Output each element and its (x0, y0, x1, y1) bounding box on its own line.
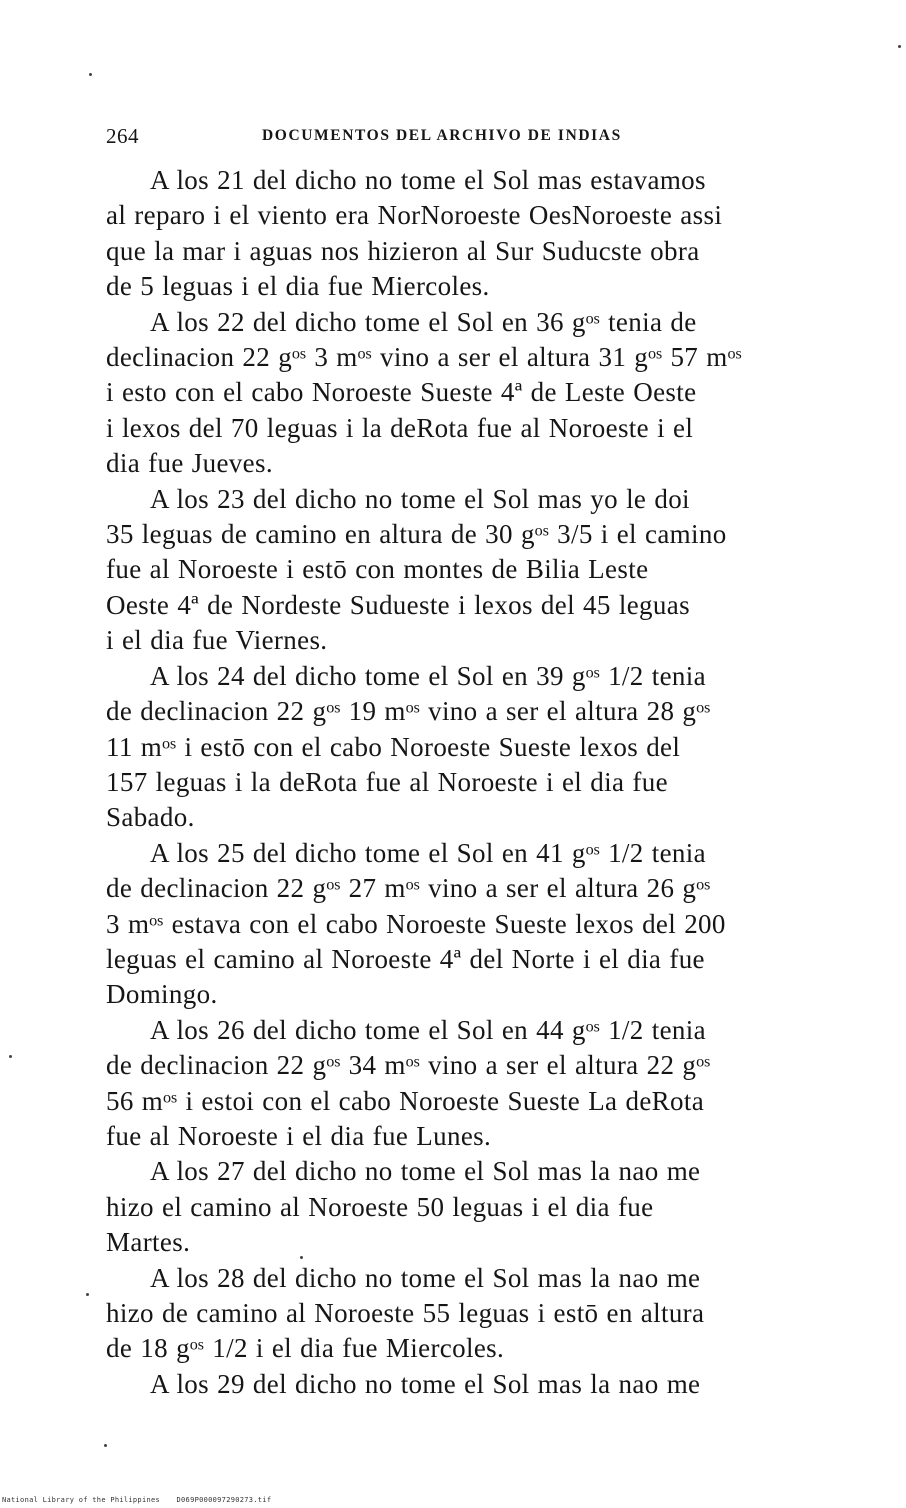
footer-file-id: D069P000097290273.tif (176, 1496, 272, 1504)
scan-speck (104, 1444, 107, 1447)
page-number: 264 (106, 124, 139, 148)
paragraph-day-27: A los 27 del dicho no tome el Sol mas la nao me hizo el camino al Noroeste 50 leguas i el dia fue Martes. (106, 1156, 701, 1258)
body-text (106, 163, 810, 1402)
paragraph-day-23: A los 23 del dicho no tome el Sol mas yo le doi 35 leguas de camino en altura de 30 gᵒˢ 3/5 i el camino fue al Noroeste i estō con montes de Bilia Leste Oeste 4ª de Nordeste Sudueste i lexos del 45 leguas i el dia fue Viernes. (106, 483, 727, 656)
paragraph-day-29: A los 29 del dicho no tome el Sol mas la nao me (150, 1368, 701, 1399)
paragraph-day-22: A los 22 del dicho tome el Sol en 36 gᵒˢ tenia de declinacion 22 gᵒˢ 3 mᵒˢ vino a ser el altura 31 gᵒˢ 57 mᵒˢ i esto con el cabo Noroeste Sueste 4ª de Leste Oeste i lexos del 70 leguas i la deRota fue al Noroeste i el dia fue Jueves. (106, 306, 742, 479)
page-header (106, 124, 806, 150)
paragraph-day-25: A los 25 del dicho tome el Sol en 41 gᵒˢ 1/2 tenia de declinacion 22 gᵒˢ 27 mᵒˢ vino a ser el altura 26 gᵒˢ 3 mᵒˢ estava con el cabo Noroeste Sueste lexos del 200 leguas el camino al Noroeste 4ª del Norte i el dia fue Domingo. (106, 837, 726, 1010)
paragraph-day-24: A los 24 del dicho tome el Sol en 39 gᵒˢ 1/2 tenia de declinacion 22 gᵒˢ 19 mᵒˢ vino a ser el altura 28 gᵒˢ 11 mᵒˢ i estō con el cabo Noroeste Sueste lexos del 157 leguas i la deRota fue al Noroeste i el dia fue Sabado. (106, 660, 711, 833)
footer-library: National Library of the Philippines (2, 1496, 161, 1504)
paragraph-day-28: A los 28 del dicho no tome el Sol mas la nao me hizo de camino al Noroeste 55 leguas i estō en altura de 18 gᵒˢ 1/2 i el dia fue Miercoles. (106, 1262, 705, 1364)
paragraph-day-21: A los 21 del dicho no tome el Sol mas estavamos al reparo i el viento era NorNoroeste OesNoroeste assi que la mar i aguas nos hizieron al Sur Suducste obra de 5 leguas i el dia fue Miercoles. (106, 165, 723, 302)
scan-speck (898, 45, 901, 48)
scan-speck (86, 1293, 89, 1296)
paragraph-day-26: A los 26 del dicho tome el Sol en 44 gᵒˢ 1/2 tenia de declinacion 22 gᵒˢ 34 mᵒˢ vino a ser el altura 22 gᵒˢ 56 mᵒˢ i estoi con el cabo Noroeste Sueste La deRota fue al Noroeste i el dia fue Lunes. (106, 1014, 711, 1151)
scan-speck (9, 1055, 12, 1058)
running-head: DOCUMENTOS DEL ARCHIVO DE INDIAS (262, 127, 622, 144)
scan-speck (89, 73, 92, 76)
scan-footer (2, 1496, 283, 1504)
scan-speck (300, 1256, 303, 1259)
